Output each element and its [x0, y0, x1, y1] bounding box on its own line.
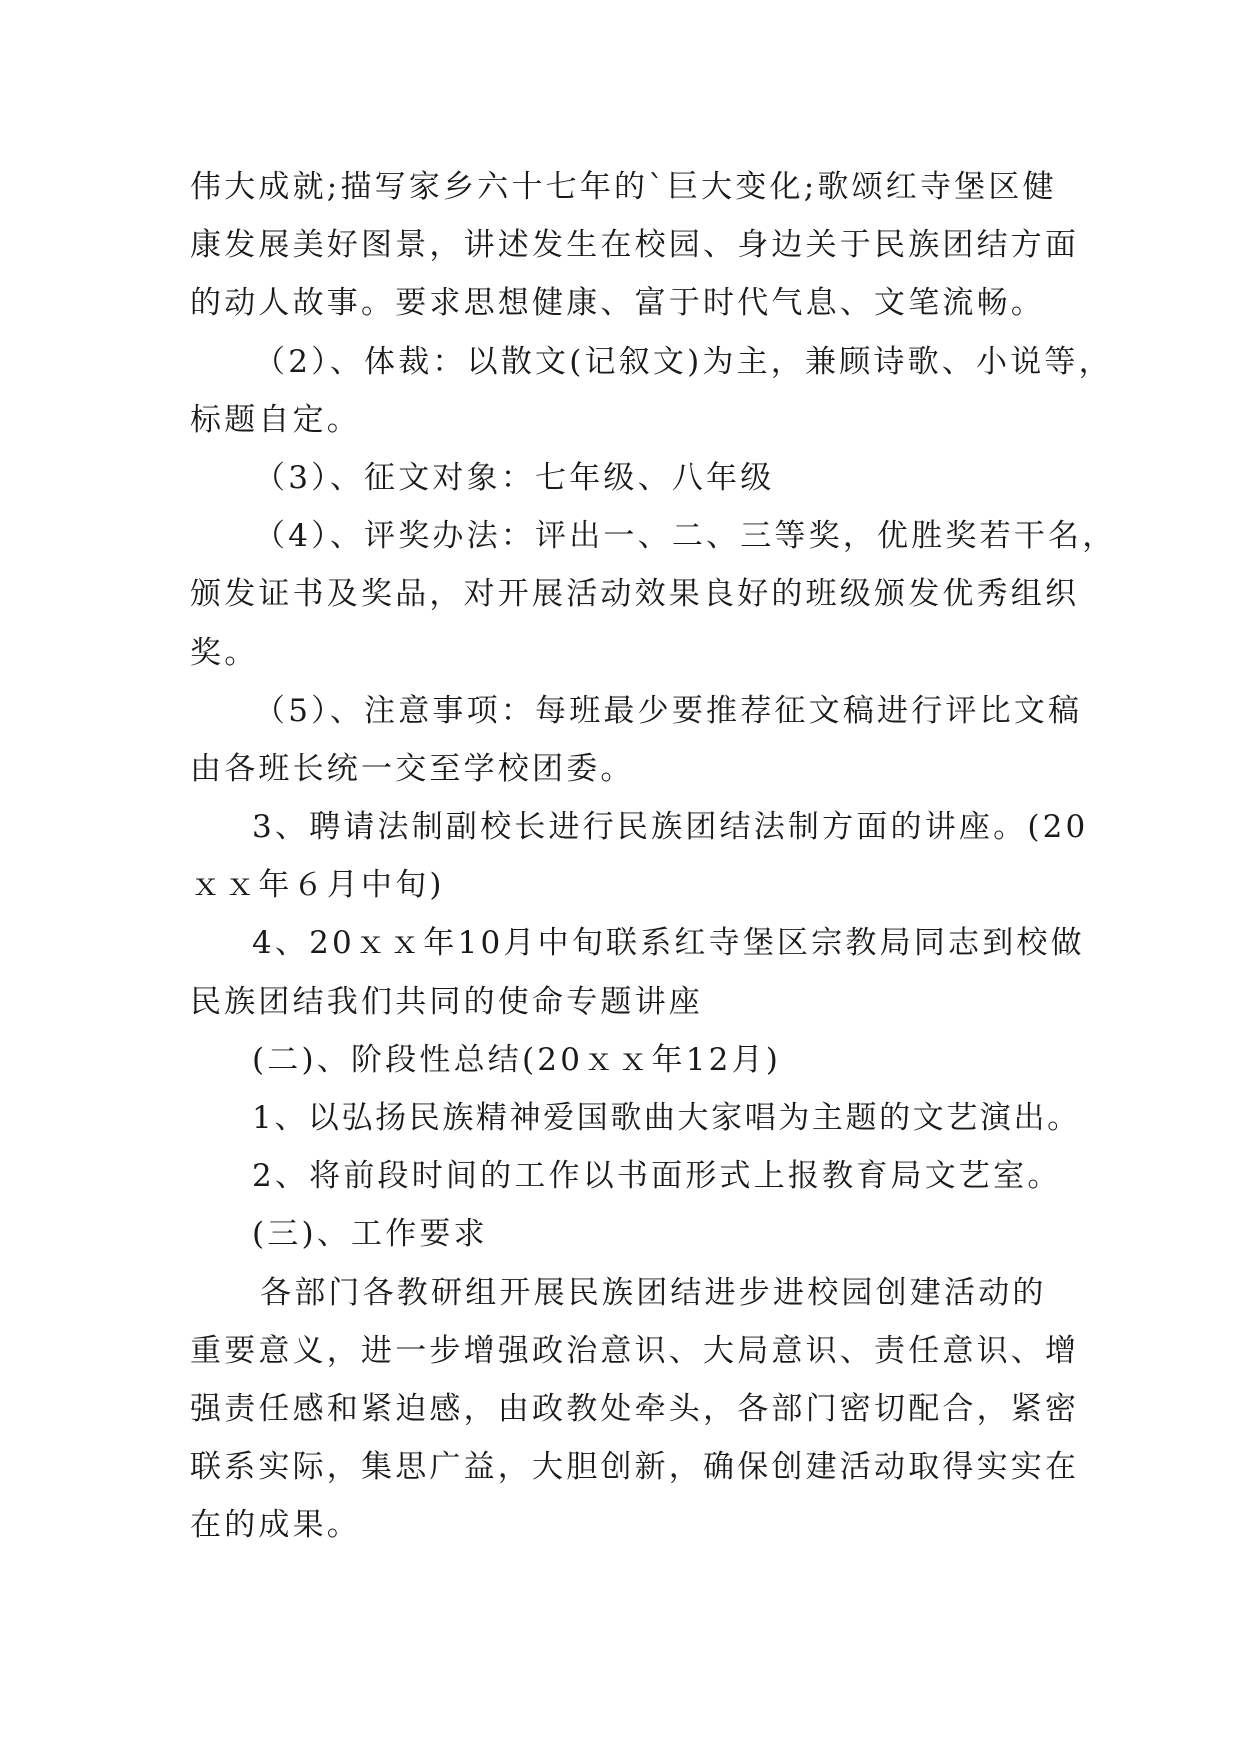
- text-line-1: 伟大成就;描写家乡六十七年的`巨大变化;歌颂红寺堡区健: [190, 169, 1057, 205]
- text-line-3: 的动人故事。要求思想健康、富于时代气息、文笔流畅。: [190, 285, 1045, 322]
- text-line-14: 4、20ｘｘ年10月中旬联系红寺堡区宗教局同志到校做: [252, 925, 1085, 962]
- text-line-24: 在的成果。: [190, 1507, 361, 1544]
- text-line-8: 颁发证书及奖品，对开展活动效果良好的班级颁发优秀组织: [190, 576, 1080, 613]
- text-line-2: 康发展美好图景，讲述发生在校园、身边关于民族团结方面: [190, 227, 1080, 264]
- text-line-21: 重要意义，进一步增强政治意识、大局意识、责任意识、增: [190, 1332, 1080, 1369]
- text-line-7: （4）、评奖办法：评出一、二、三等奖，优胜奖若干名，: [254, 518, 1117, 555]
- text-line-12: 3、聘请法制副校长进行民族团结法制方面的讲座。(20: [252, 809, 1089, 846]
- text-line-5: 标题自定。: [190, 401, 361, 438]
- text-line-22: 强责任感和紧迫感，由政教处牵头，各部门密切配合，紧密: [190, 1390, 1080, 1427]
- text-line-18: 2、将前段时间的工作以书面形式上报教育局文艺室。: [252, 1158, 1062, 1195]
- document-body: [190, 158, 1117, 1555]
- text-line-13: ｘｘ年６月中旬): [190, 867, 445, 904]
- text-line-16: (二)、阶段性总结(20ｘｘ年12月): [252, 1041, 782, 1078]
- text-line-10: （5）、注意事项：每班最少要推荐征文稿进行评比文稿: [254, 692, 1083, 729]
- text-line-23: 联系实际，集思广益，大胆创新，确保创建活动取得实实在: [190, 1449, 1080, 1486]
- text-line-19: (三)、工作要求: [252, 1216, 488, 1253]
- text-line-9: 奖。: [190, 634, 259, 671]
- text-line-11: 由各班长统一交至学校团委。: [190, 750, 635, 787]
- text-line-20: 各部门各教研组开展民族团结进步进校园创建活动的: [260, 1274, 1047, 1311]
- text-line-17: 1、以弘扬民族精神爱国歌曲大家唱为主题的文艺演出。: [252, 1100, 1081, 1136]
- text-line-15: 民族团结我们共同的使命专题讲座: [190, 983, 703, 1020]
- text-line-6: （3）、征文对象：七年级、八年级: [254, 459, 775, 496]
- text-line-4: （2）、体裁：以散文(记叙文)为主，兼顾诗歌、小说等，: [254, 343, 1113, 380]
